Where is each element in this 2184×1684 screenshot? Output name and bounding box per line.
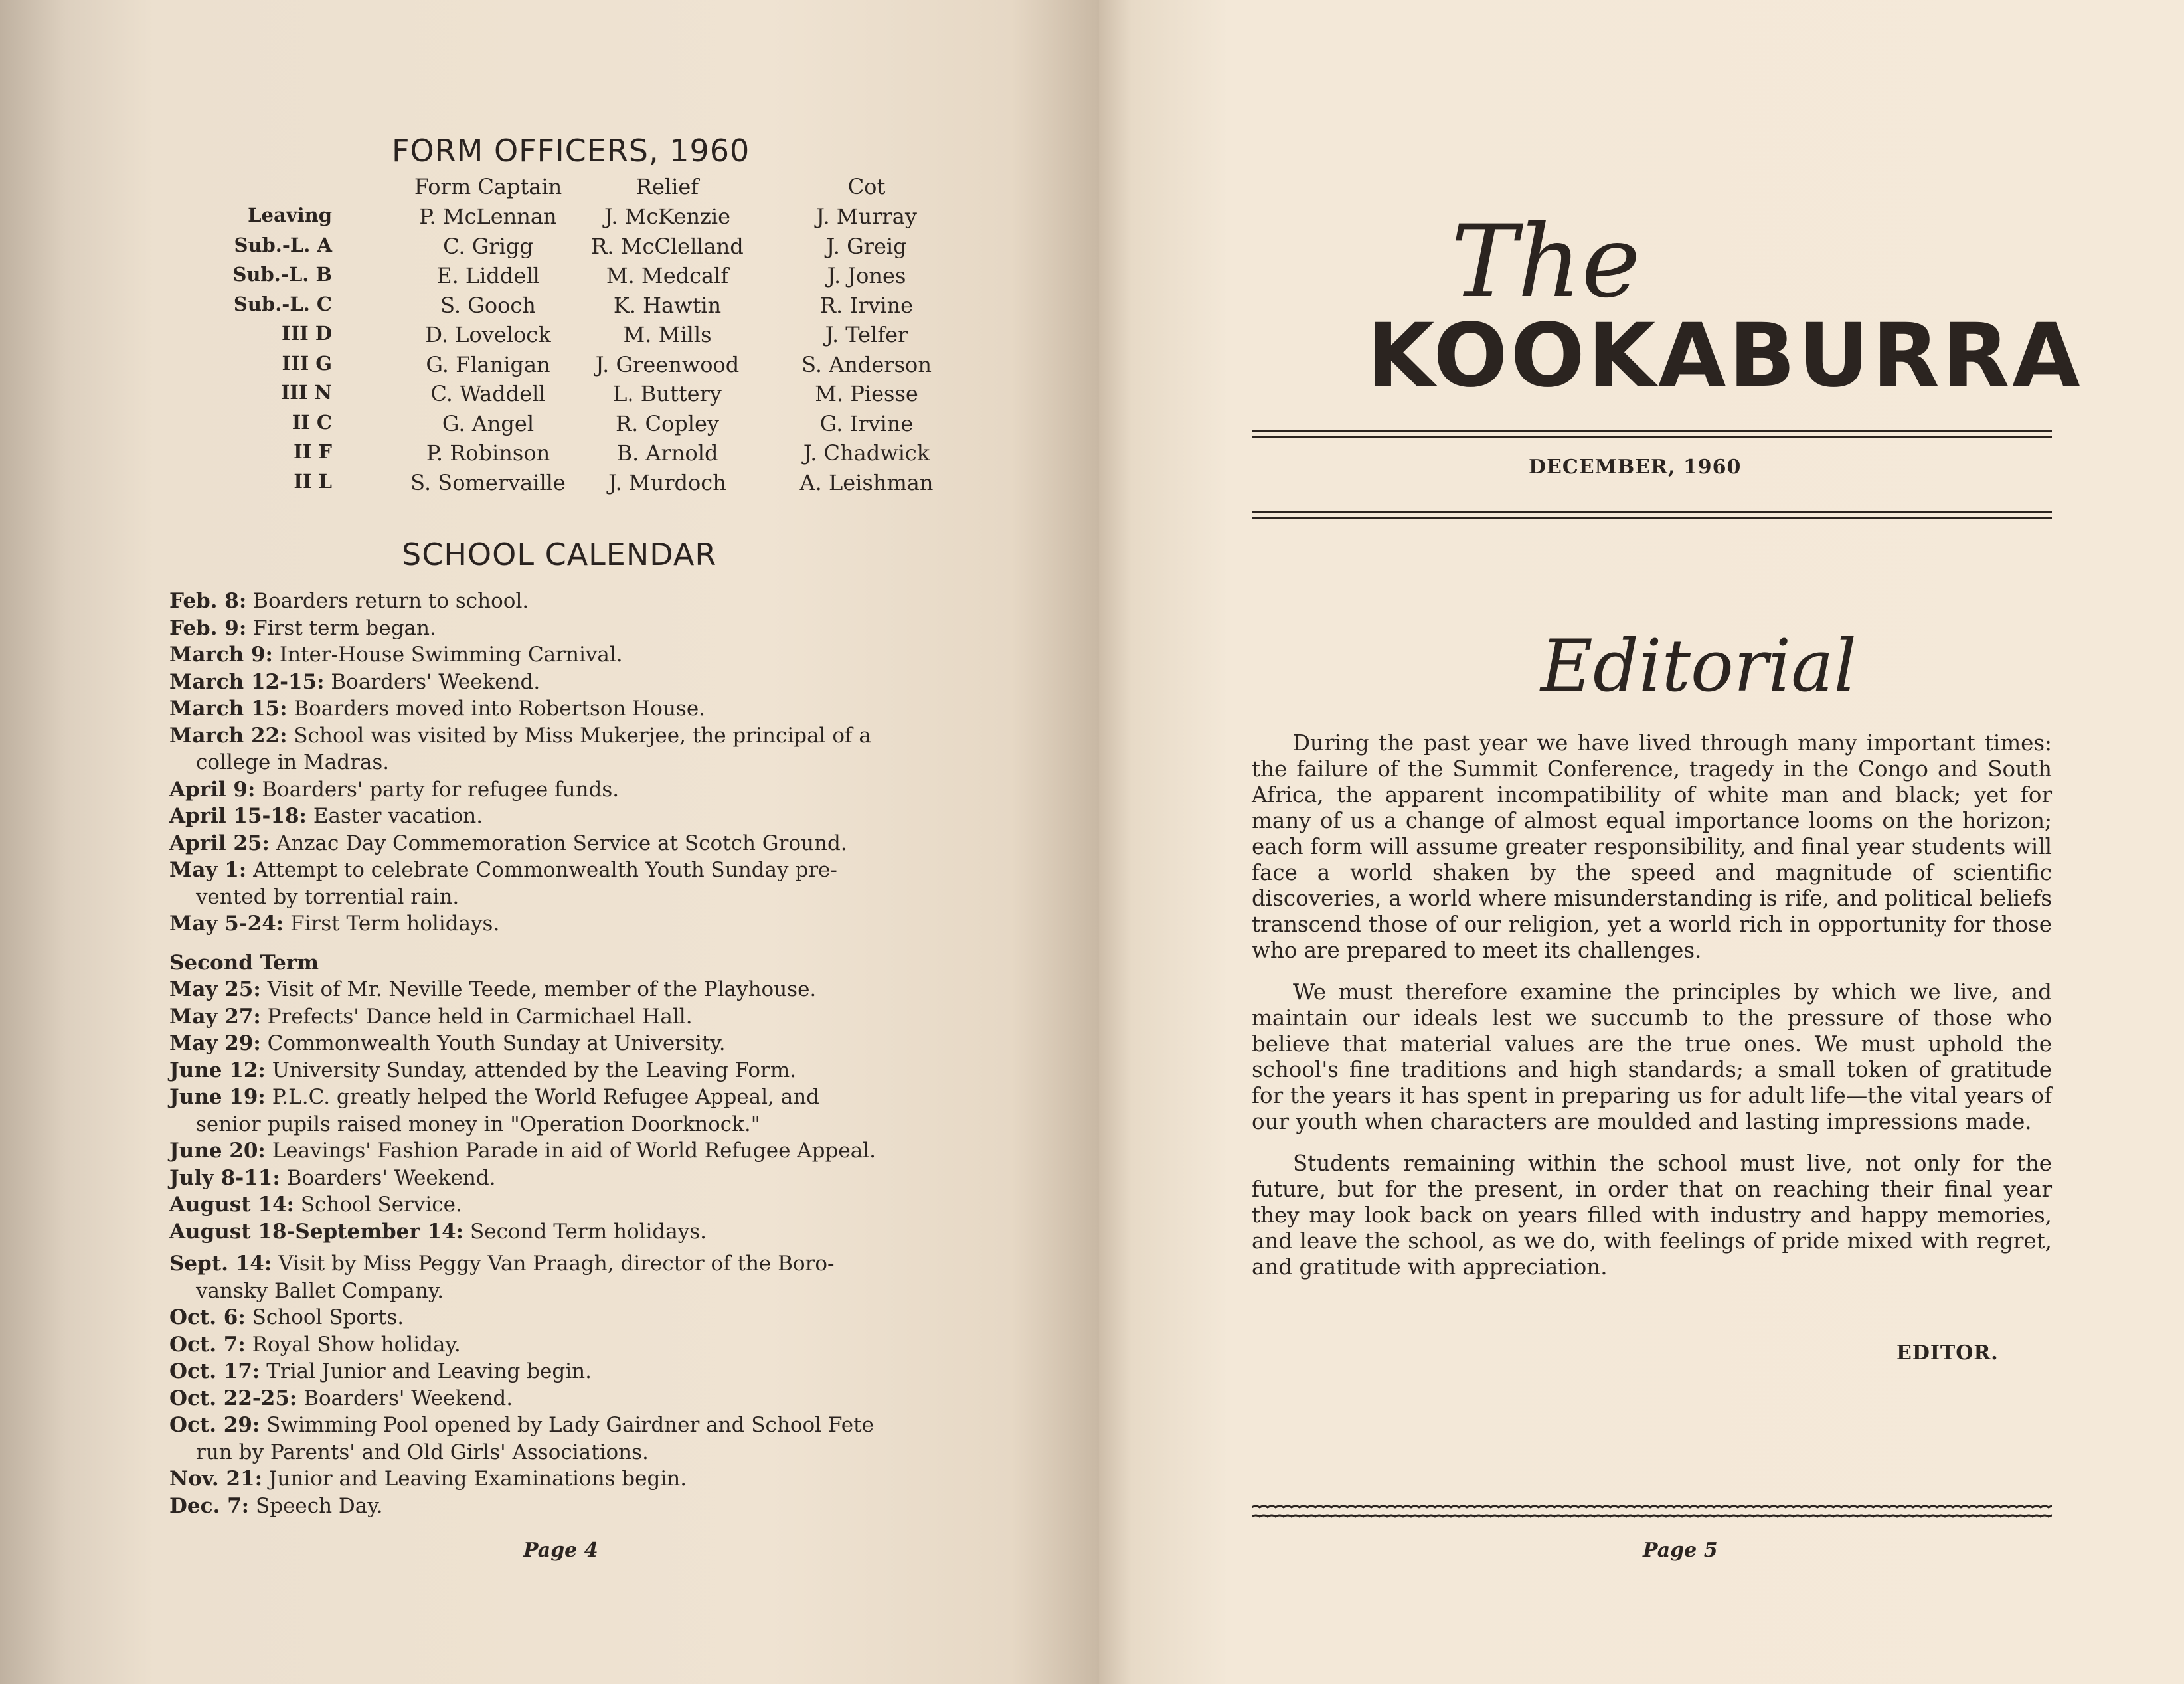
calendar-entry	[169, 1137, 966, 1165]
cot-cell: J. Greig	[826, 233, 907, 259]
calendar-event-continued: run by Parents' and Old Girls' Associations.	[196, 1440, 649, 1464]
calendar-date: Nov. 21:	[169, 1467, 263, 1491]
column-header-form-captain: Form Captain	[414, 174, 562, 199]
calendar-date: Oct. 17:	[169, 1359, 260, 1383]
calendar-date: May 1:	[169, 858, 247, 882]
calendar-entry	[169, 1219, 966, 1246]
form-captain-cell: G. Flanigan	[426, 351, 550, 377]
page-number-right: Page 5	[1643, 1539, 1718, 1562]
relief-cell: K. Hawtin	[613, 292, 722, 318]
calendar-entry	[169, 615, 966, 642]
form-officers-row	[212, 204, 943, 234]
calendar-date: March 22:	[169, 723, 288, 748]
cot-cell: S. Anderson	[801, 351, 932, 377]
calendar-event: First Term holidays.	[290, 912, 500, 936]
calendar-date: June 19:	[169, 1085, 266, 1109]
relief-cell: R. Copley	[616, 410, 719, 436]
calendar-entry	[169, 776, 966, 803]
calendar-entry	[169, 1057, 966, 1084]
relief-cell: M. Mills	[623, 322, 712, 347]
calendar-event-continued: vented by torrential rain.	[196, 884, 460, 909]
masthead-rule-bottom-inner	[1252, 511, 2052, 513]
calendar-entry	[169, 1084, 966, 1111]
calendar-date: May 27:	[169, 1004, 261, 1029]
form-officers-row	[212, 293, 943, 323]
form-name: Sub.-L. C	[233, 292, 332, 315]
cot-cell: J. Telfer	[825, 322, 908, 347]
form-name: II L	[294, 469, 332, 493]
calendar-date: March 15:	[169, 697, 288, 720]
calendar-date: May 5-24:	[169, 912, 284, 936]
calendar-event: School was visited by Miss Mukerjee, the principal of a	[294, 723, 871, 748]
calendar-entry	[169, 1304, 966, 1331]
masthead-rule-top-inner	[1252, 436, 2052, 438]
calendar-date: Dec. 7:	[169, 1493, 250, 1518]
calendar-event: University Sunday, attended by the Leaving Form.	[272, 1058, 797, 1082]
calendar-event: Speech Day.	[255, 1493, 383, 1518]
calendar-event: P.L.C. greatly helped the World Refugee Appeal, and	[272, 1085, 820, 1109]
form-officers-header-row	[212, 174, 943, 204]
form-captain-cell: C. Grigg	[443, 233, 533, 259]
calendar-entry	[169, 641, 966, 669]
calendar-event: Boarders return to school.	[253, 589, 529, 613]
calendar-date: Feb. 8:	[169, 589, 247, 613]
calendar-date: April 9:	[169, 777, 256, 801]
school-calendar-title: SCHOOL CALENDAR	[402, 537, 717, 572]
cot-cell: J. Chadwick	[803, 440, 930, 465]
cot-cell: G. Irvine	[819, 410, 914, 436]
calendar-entry	[169, 722, 966, 750]
calendar-event: School Service.	[300, 1193, 462, 1217]
wavy-line-top	[1252, 1506, 2052, 1507]
calendar-date: April 15-18:	[169, 804, 307, 828]
calendar-event: Boarders' Weekend.	[286, 1165, 496, 1190]
form-captain-cell: S. Gooch	[440, 292, 536, 318]
second-term-heading: Second Term	[169, 950, 319, 975]
calendar-event: Visit of Mr. Neville Teede, member of the Playhouse.	[267, 977, 817, 1001]
calendar-event: Trial Junior and Leaving begin.	[266, 1359, 592, 1383]
editorial-body	[1252, 730, 2052, 1296]
calendar-date: April 25:	[169, 831, 270, 855]
editor-signature: EDITOR.	[1896, 1341, 1999, 1365]
calendar-entry	[169, 1493, 966, 1520]
calendar-event: Visit by Miss Peggy Van Praagh, director of the Boro-	[278, 1252, 835, 1276]
relief-cell: J. McKenzie	[604, 204, 730, 229]
relief-cell: B. Arnold	[616, 440, 718, 465]
calendar-entry	[169, 830, 966, 857]
calendar-event: Junior and Leaving Examinations begin.	[268, 1467, 687, 1491]
calendar-date: August 14:	[169, 1193, 294, 1217]
calendar-event: Leavings' Fashion Parade in aid of World Refugee Appeal.	[272, 1139, 876, 1163]
calendar-entry	[169, 695, 966, 722]
calendar-event: Prefects' Dance held in Carmichael Hall.	[267, 1004, 693, 1029]
calendar-event: Attempt to celebrate Commonwealth Youth Sunday pre-	[253, 858, 837, 882]
relief-cell: R. McClelland	[591, 233, 744, 259]
calendar-entry	[169, 1030, 966, 1057]
cot-cell: J. Murray	[816, 204, 917, 229]
form-captain-cell: S. Somervaille	[410, 469, 566, 495]
calendar-event-continued: senior pupils raised money in "Operation Doorknock."	[196, 1112, 761, 1136]
form-officers-row	[212, 411, 943, 441]
calendar-event: First term began.	[253, 616, 436, 640]
form-officers-row	[212, 263, 943, 293]
calendar-entry	[169, 857, 966, 884]
editorial-title: Editorial	[1541, 625, 1857, 708]
form-officers-title: FORM OFFICERS, 1960	[392, 133, 750, 169]
form-name: Sub.-L. A	[234, 233, 332, 256]
relief-cell: L. Buttery	[613, 381, 722, 406]
issue-date: DECEMBER, 1960	[1529, 456, 1742, 479]
calendar-date: Oct. 29:	[169, 1413, 260, 1437]
column-header-cot: Cot	[847, 174, 886, 199]
calendar-entry	[169, 1003, 966, 1031]
calendar-event: Commonwealth Youth Sunday at University.	[267, 1031, 726, 1055]
calendar-entry	[169, 1358, 966, 1385]
calendar-entry	[169, 669, 966, 696]
form-name: III G	[282, 351, 332, 375]
cot-cell: A. Leishman	[799, 469, 934, 495]
masthead-the: The	[1451, 205, 1641, 320]
calendar-date: August 18-September 14:	[169, 1219, 464, 1244]
calendar-date: May 29:	[169, 1031, 261, 1055]
form-name: Sub.-L. B	[232, 263, 332, 286]
calendar-date: Oct. 22-25:	[169, 1386, 297, 1410]
calendar-entry	[169, 1466, 966, 1493]
calendar-date: Oct. 7:	[169, 1332, 246, 1357]
calendar-date: Oct. 6:	[169, 1305, 246, 1329]
calendar-event: School Sports.	[252, 1305, 404, 1329]
wavy-line-bottom	[1252, 1515, 2052, 1517]
masthead-title: KOOKABURRA	[1367, 305, 2083, 407]
calendar-entry	[169, 588, 966, 615]
calendar-event: Swimming Pool opened by Lady Gairdner and School Fete	[266, 1413, 874, 1437]
calendar-event: Easter vacation.	[313, 804, 483, 828]
calendar-entry	[169, 803, 966, 830]
wavy-divider	[1252, 1499, 2052, 1526]
calendar-event-continued: vansky Ballet Company.	[196, 1278, 444, 1303]
relief-cell: J. Murdoch	[608, 469, 726, 495]
form-officers-row	[212, 322, 943, 352]
form-officers-row	[212, 470, 943, 500]
form-name: II F	[294, 440, 332, 463]
calendar-entry	[169, 1412, 966, 1439]
form-officers-row	[212, 352, 943, 382]
calendar-event: Boarders' party for refugee funds.	[262, 777, 620, 801]
column-header-relief: Relief	[635, 174, 699, 199]
page-number-left: Page 4	[523, 1539, 598, 1562]
calendar-entry	[169, 1250, 966, 1278]
calendar-entry	[169, 1331, 966, 1359]
form-captain-cell: P. Robinson	[426, 440, 550, 465]
cot-cell: M. Piesse	[815, 381, 918, 406]
form-captain-cell: D. Lovelock	[425, 322, 551, 347]
form-captain-cell: P. McLennan	[419, 204, 557, 229]
school-calendar	[169, 588, 966, 1519]
calendar-date: March 9:	[169, 643, 273, 667]
masthead-rule-top	[1252, 430, 2052, 432]
editorial-paragraph-2: We must therefore examine the principles by which we live, and maintain our ideals lest we succumb to the pressure of those who believe that material values are the true ones. We must uphold the school's fine traditions and high standards; a small token of gratitude for the years it has spent in preparing us for adult life—the vital years of our youth when characters are moulded and lasting impressions made.	[1252, 979, 2052, 1134]
calendar-date: July 8-11:	[169, 1165, 280, 1190]
relief-cell: M. Medcalf	[606, 263, 729, 288]
calendar-event-continued: college in Madras.	[196, 750, 390, 774]
calendar-event: Boarders' Weekend.	[331, 669, 541, 694]
calendar-event: Royal Show holiday.	[252, 1332, 461, 1357]
form-name: Leaving	[248, 204, 332, 226]
calendar-event: Anzac Day Commemoration Service at Scotch Ground.	[276, 831, 847, 855]
calendar-date: June 12:	[169, 1058, 266, 1082]
calendar-event: Inter-House Swimming Carnival.	[279, 643, 623, 667]
form-captain-cell: C. Waddell	[430, 381, 546, 406]
calendar-entry	[169, 976, 966, 1003]
editorial-paragraph-3: Students remaining within the school must live, not only for the future, but for the present, in order that on reaching their final year they may look back on years filled with industry and happy memories, and leave the school, as we do, with feelings of pride mixed with regret, and gratitude with appreciation.	[1252, 1151, 2052, 1280]
calendar-event: Boarders moved into Robertson House.	[294, 697, 706, 720]
calendar-gap	[169, 938, 966, 950]
form-officers-row	[212, 234, 943, 264]
relief-cell: J. Greenwood	[595, 351, 740, 377]
form-officers-row	[212, 440, 943, 470]
calendar-event: Boarders' Weekend.	[303, 1386, 513, 1410]
cot-cell: J. Jones	[827, 263, 906, 288]
calendar-date: June 20:	[169, 1139, 266, 1163]
form-name: II C	[292, 410, 332, 434]
calendar-date: March 12-15:	[169, 669, 325, 694]
calendar-gap	[169, 1245, 966, 1250]
form-captain-cell: E. Liddell	[436, 263, 540, 288]
calendar-date: Feb. 9:	[169, 616, 247, 640]
calendar-entry	[169, 1191, 966, 1219]
masthead-rule-bottom	[1252, 517, 2052, 519]
calendar-entry	[169, 910, 966, 938]
calendar-date: May 25:	[169, 977, 261, 1001]
form-captain-cell: G. Angel	[442, 410, 535, 436]
calendar-date: Sept. 14:	[169, 1252, 272, 1276]
editorial-paragraph-1: During the past year we have lived through many important times: the failure of the Summit Conference, tragedy in the Congo and South Africa, the apparent incompatibility of white man and black; yet for many of us a change of almost equal importance looms on the horizon; each form will assume greater responsibility, and final year students will face a world shaken by the speed and magnitude of scientific discoveries, a world where misunderstanding is rife, and political beliefs transcend those of our religion, yet a world rich in opportunity for those who are prepared to meet its challenges.	[1252, 730, 2052, 963]
calendar-entry	[169, 1165, 966, 1192]
form-name: III N	[280, 381, 332, 404]
cot-cell: R. Irvine	[819, 292, 914, 318]
calendar-event: Second Term holidays.	[469, 1219, 707, 1244]
form-name: III D	[282, 322, 332, 345]
calendar-entry	[169, 1385, 966, 1412]
form-officers-row	[212, 381, 943, 411]
